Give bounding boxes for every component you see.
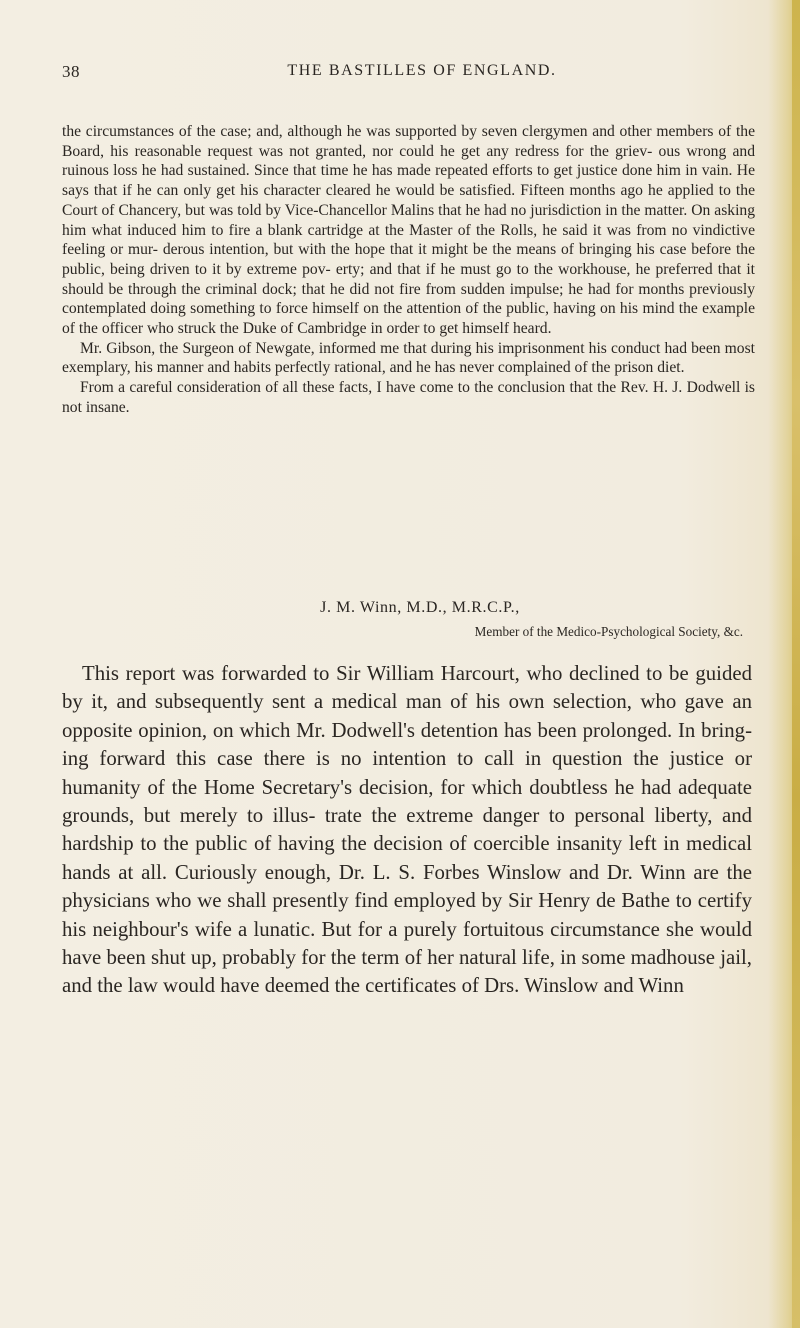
page-edge-strip	[792, 0, 800, 1328]
page-header	[62, 62, 742, 86]
report-paragraph: the circumstances of the case; and, although he was supported by seven clergymen and other members of the Board, his reasonable request was not granted, nor could he get any redress for the griev- ous wrong and ruinous loss he had sustained. Since that time he has made repeated efforts to get justice done him in vain. He says that if he can only get his character cleared he would be satisfied. Fifteen months ago he applied to the Court of Chancery, but was told by Vice-Chancellor Malins that he had no jurisdiction in the matter. On asking him what induced him to fire a blank cartridge at the Master of the Rolls, he said it was from no vindictive feeling or mur- derous intention, but with the hope that it might be the means of bringing his case before the public, being driven to it by extreme pov- erty; and that if he must go to the workhouse, he preferred that it should be through the criminal dock; that he did not fire from sudden impulse; he had for months previously contemplated doing something to force himself on the attention of the public, having on his mind the example of the officer who struck the Duke of Cambridge in order to get himself heard.	[62, 123, 755, 338]
body-paragraph: This report was forwarded to Sir William Harcourt, who declined to be guided by it, and subsequently sent a medical man of his own selection, who gave an opposite opinion, on which Mr. Dodwell's detention has been prolonged. In bring- ing forward this case there is no intention to call in question the justice or humanity of the Home Secretary's decision, for which doubtless he had adequate grounds, but merely to illus- trate the extreme danger to personal liberty, and hardship to the public of having the decision of coercible insanity left in medical hands at all. Curiously enough, Dr. L. S. Forbes Winslow and Dr. Winn are the physicians who we shall presently find employed by Sir Henry de Bathe to certify his neighbour's wife a lunatic. But for a purely fortuitous circumstance she would have been shut up, probably for the term of her natural life, in some madhouse jail, and the law would have deemed the certificates of Drs. Winslow and Winn	[62, 662, 752, 998]
quoted-report	[62, 122, 755, 418]
main-text	[62, 660, 752, 1001]
page-number: 38	[62, 62, 80, 81]
running-title: THE BASTILLES OF ENGLAND.	[287, 62, 557, 79]
signature-line	[0, 599, 800, 617]
signature-name: J. M. Winn, M.D., M.R.C.P.,	[320, 599, 520, 616]
report-paragraph: From a careful consideration of all these facts, I have come to the conclusion that the Rev. H. J. Dodwell is not insane.	[62, 379, 755, 416]
signature-affiliation: Member of the Medico-Psychological Society, &c.	[474, 624, 743, 639]
report-paragraph: Mr. Gibson, the Surgeon of Newgate, informed me that during his imprisonment his conduct had been most exemplary, his manner and habits perfectly rational, and he has never complained of the prison diet.	[62, 339, 755, 377]
